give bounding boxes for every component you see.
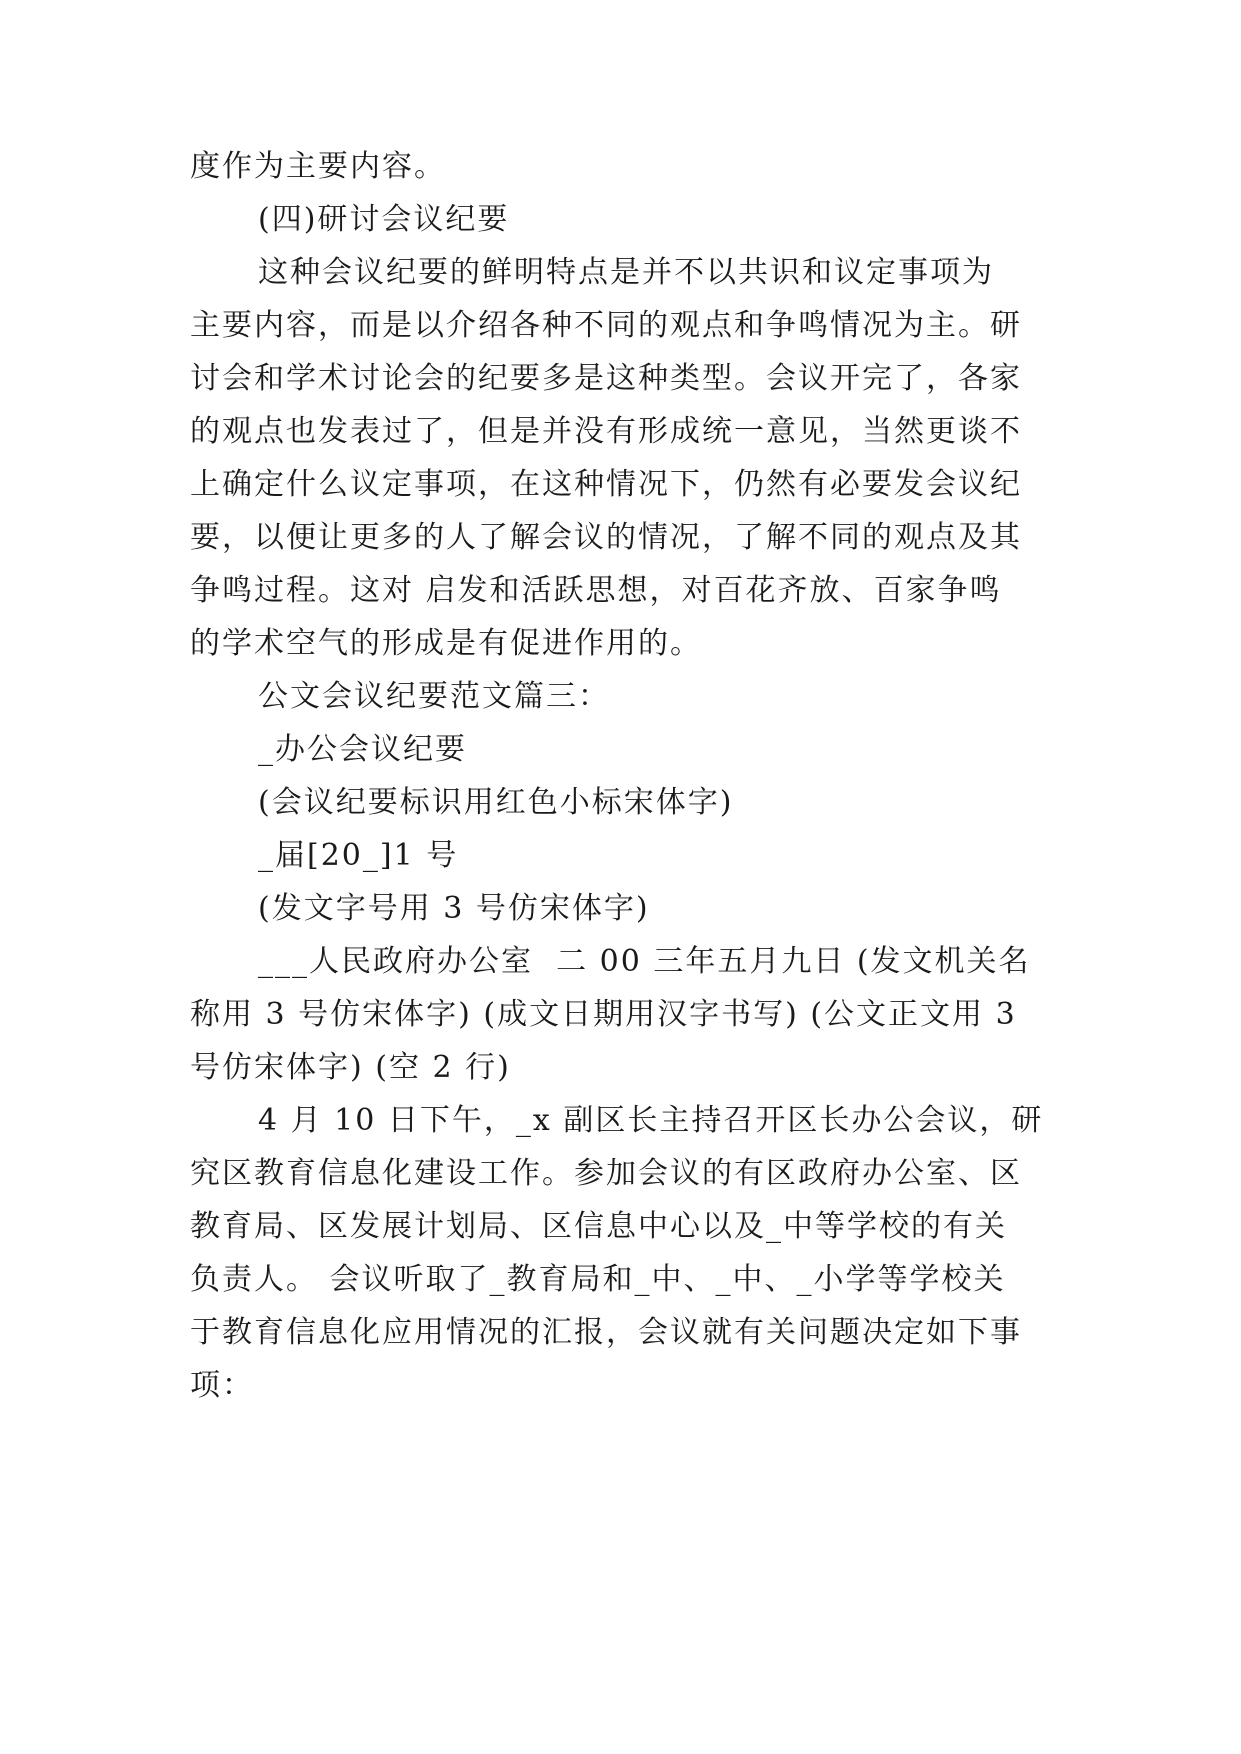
section-heading: 公文会议纪要范文篇三： — [258, 679, 610, 714]
text-line: 称用 3 号仿宋体字) (成文日期用汉字书写) (公文正文用 3 — [190, 997, 1017, 1032]
text-line: 要，以便让更多的人了解会议的情况，了解不同的观点及其 — [190, 520, 1022, 555]
text-line: (会议纪要标识用红色小标宋体字) — [258, 785, 734, 820]
text-line: _届[20_]1 号 — [258, 838, 459, 873]
text-line: 争鸣过程。这对 启发和活跃思想，对百花齐放、百家争鸣 — [190, 573, 1002, 608]
text-line: (发文字号用 3 号仿宋体字) — [258, 891, 650, 926]
text-line: 讨会和学术讨论会的纪要多是这种类型。会议开完了，各家 — [190, 361, 1022, 396]
text-line: 于教育信息化应用情况的汇报，会议就有关问题决定如下事 — [190, 1315, 1022, 1350]
text-line: 负责人。 会议听取了_教育局和_中、_中、_小学等学校关 — [190, 1262, 1006, 1297]
text-line: ___人民政府办公室 二 00 三年五月九日 (发文机关名 — [258, 944, 1031, 979]
text-line: 项： — [190, 1368, 254, 1403]
text-line: 度作为主要内容。 — [190, 149, 446, 184]
text-line: 教育局、区发展计划局、区信息中心以及_中等学校的有关 — [190, 1209, 1007, 1244]
section-heading: (四)研讨会议纪要 — [258, 202, 510, 237]
text-line: 上确定什么议定事项，在这种情况下，仍然有必要发会议纪 — [190, 467, 1022, 502]
text-line: _办公会议纪要 — [258, 732, 467, 767]
text-line: 4 月 10 日下午，_x 副区长主持召开区长办公会议，研 — [258, 1103, 1044, 1138]
text-line: 的学术空气的形成是有促进作用的。 — [190, 626, 702, 661]
text-line: 的观点也发表过了，但是并没有形成统一意见，当然更谈不 — [190, 414, 1022, 449]
text-line: 号仿宋体字) (空 2 行) — [190, 1050, 511, 1085]
text-line: 主要内容，而是以介绍各种不同的观点和争鸣情况为主。研 — [190, 308, 1022, 343]
text-line: 这种会议纪要的鲜明特点是并不以共识和议定事项为 — [258, 255, 994, 290]
text-line: 究区教育信息化建设工作。参加会议的有区政府办公室、区 — [190, 1156, 1022, 1191]
